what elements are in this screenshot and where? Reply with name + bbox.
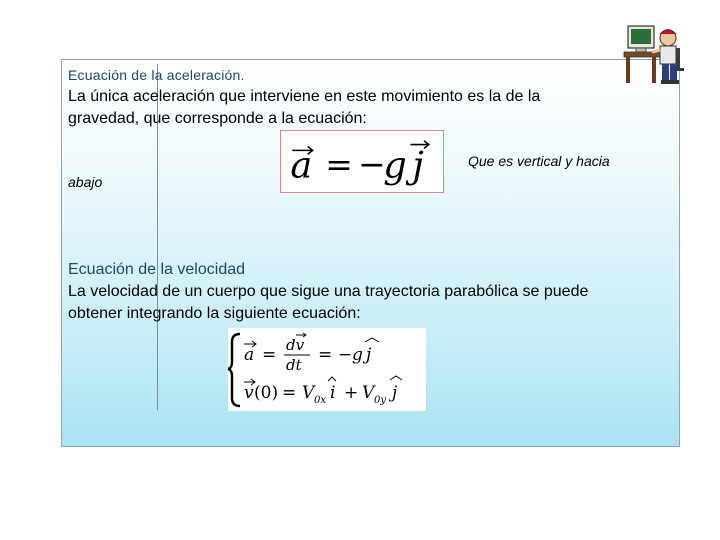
svg-text:=: = [282,383,297,403]
svg-text:dv: dv [286,336,305,354]
svg-text:g: g [352,345,363,365]
acceleration-title: Ecuación de la aceleración. [68,67,245,83]
acceleration-equation-image [280,130,444,193]
svg-text:j: j [412,143,424,187]
velocity-text-line-2: obtener integrando la siguiente ecuación: [68,305,361,322]
svg-text:−: − [338,345,353,365]
svg-text:+: + [344,383,359,403]
person-at-computer-icon [622,22,688,88]
svg-text:j: j [366,345,372,365]
svg-text:0y: 0y [374,395,387,406]
svg-text:=: = [318,345,333,365]
svg-text:a: a [244,345,255,365]
velocity-text-line-1: La velocidad de un cuerpo que sigue una trayectoria parabólica se puede [68,283,589,300]
acceleration-note-left: abajo [68,174,103,190]
acceleration-note-right: Que es vertical y hacia [468,153,610,169]
svg-text:=: = [325,144,353,184]
svg-text:V: V [302,383,315,403]
svg-text:=: = [262,345,277,365]
svg-text:(0): (0) [254,383,279,403]
acceleration-text-line-2: gravedad, que corresponde a la ecuación: [68,110,367,127]
svg-text:j: j [392,383,398,403]
svg-text:g: g [383,143,407,187]
velocity-title: Ecuación de la velocidad [68,261,246,278]
svg-text:−: − [358,144,386,184]
svg-text:v: v [244,383,254,403]
svg-text:a: a [290,143,313,187]
svg-text:dt: dt [286,356,302,374]
acceleration-text-line-1: La única aceleración que interviene en este movimiento es la de la [68,88,541,105]
svg-text:i: i [330,383,336,403]
svg-text:V: V [362,383,375,403]
velocity-equation-image [228,328,426,411]
svg-text:0x: 0x [314,395,327,406]
